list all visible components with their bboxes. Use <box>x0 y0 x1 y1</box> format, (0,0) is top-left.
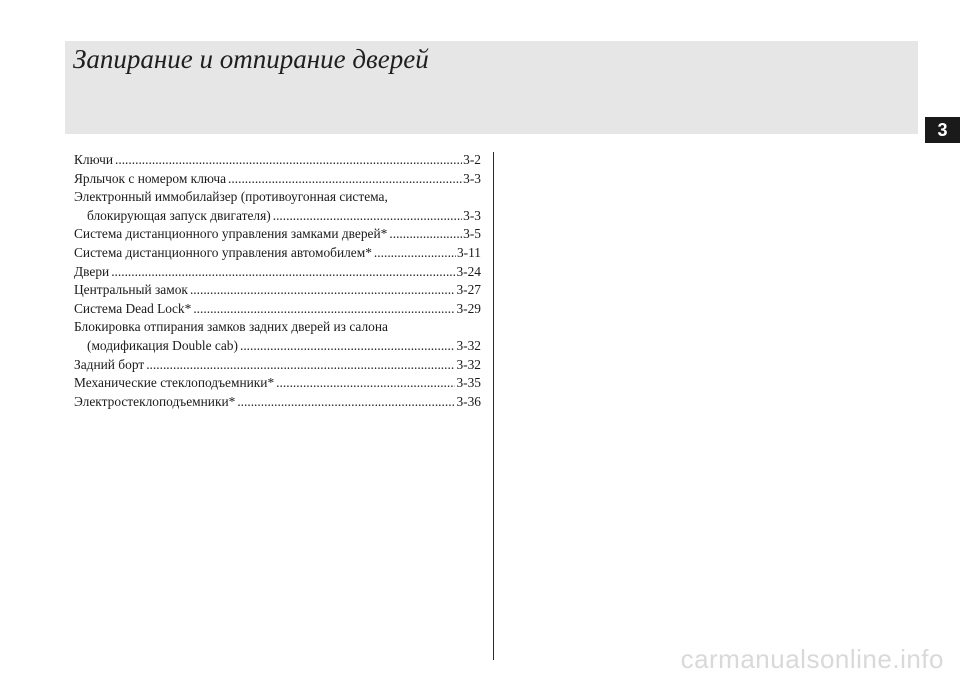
toc-entry-page: 3-11 <box>456 244 481 260</box>
toc-entry-page: 3-2 <box>463 152 481 167</box>
toc-entry-page: 3-27 <box>456 282 481 298</box>
chapter-title: Запирание и отпирание дверей <box>73 44 429 74</box>
toc-entry-label: Ярлычок с номером ключа <box>74 170 227 186</box>
toc-entry-manual-windows[interactable] <box>74 374 481 393</box>
toc-entry-immobilizer-continuation[interactable] <box>74 207 481 226</box>
toc-entry-child-lock-continuation[interactable] <box>74 337 481 356</box>
toc-entry-label: Блокировка отпирания замков задних дверей из салона <box>74 319 388 335</box>
toc-dot-leader <box>228 170 462 189</box>
toc-entry-central-locking[interactable] <box>74 281 481 300</box>
toc-dot-leader <box>111 263 455 282</box>
toc-dot-leader <box>389 225 462 244</box>
toc-entry-label: Двери <box>74 263 110 279</box>
toc-entry-key-tag[interactable] <box>74 170 481 189</box>
toc-dot-leader <box>237 393 455 412</box>
toc-entry-keyless-operation[interactable] <box>74 244 481 263</box>
toc-entry-page: 3-29 <box>456 300 481 316</box>
toc-entry-tailgate[interactable] <box>74 356 481 375</box>
toc-entry-page: 3-24 <box>456 263 481 279</box>
toc-entry-label: Электронный иммобилайзер (противоугонная система, <box>74 189 388 205</box>
toc-entry-power-windows[interactable] <box>74 393 481 412</box>
toc-entry-label: Центральный замок <box>74 282 188 298</box>
toc-entry-keyless-entry[interactable] <box>74 225 481 244</box>
toc-entry-label: Система дистанционного управления автомобилем* <box>74 244 372 260</box>
toc-dot-leader <box>240 337 455 356</box>
column-divider <box>493 152 494 660</box>
table-of-contents <box>74 151 481 411</box>
toc-entry-page: 3-3 <box>463 207 481 223</box>
toc-entry-page: 3-32 <box>456 337 481 353</box>
toc-entry-label: Система Dead Lock* <box>74 300 192 316</box>
toc-entry-label-continuation: (модификация Double cab) <box>87 337 238 353</box>
toc-entry-label: Механические стеклоподъемники* <box>74 375 275 391</box>
toc-entry-page: 3-35 <box>456 375 481 391</box>
toc-dot-leader <box>193 300 455 319</box>
toc-dot-leader <box>276 374 455 393</box>
toc-entry-page: 3-5 <box>463 226 481 242</box>
toc-entry-label: Задний борт <box>74 356 145 372</box>
watermark: carmanualsonline.info <box>680 644 944 674</box>
toc-entry-page: 3-36 <box>456 393 481 409</box>
toc-dot-leader <box>374 244 456 263</box>
toc-entry-immobilizer[interactable] <box>74 188 481 207</box>
toc-entry-label: Электростеклоподъемники* <box>74 393 236 409</box>
toc-entry-doors[interactable] <box>74 263 481 282</box>
toc-dot-leader <box>146 356 455 375</box>
toc-dot-leader <box>190 281 456 300</box>
toc-entry-keys[interactable] <box>74 151 481 170</box>
toc-entry-page: 3-32 <box>456 356 481 372</box>
toc-entry-page: 3-3 <box>463 170 481 186</box>
toc-entry-label-continuation: блокирующая запуск двигателя) <box>87 207 271 223</box>
chapter-number-tab[interactable]: 3 <box>925 117 960 143</box>
toc-entry-child-lock[interactable] <box>74 318 481 337</box>
chapter-header-band <box>65 41 918 134</box>
toc-entry-label: Ключи <box>74 152 114 167</box>
toc-dot-leader <box>273 207 462 226</box>
toc-entry-dead-lock[interactable] <box>74 300 481 319</box>
toc-entry-label: Система дистанционного управления замками дверей* <box>74 226 388 242</box>
toc-dot-leader <box>115 151 462 170</box>
